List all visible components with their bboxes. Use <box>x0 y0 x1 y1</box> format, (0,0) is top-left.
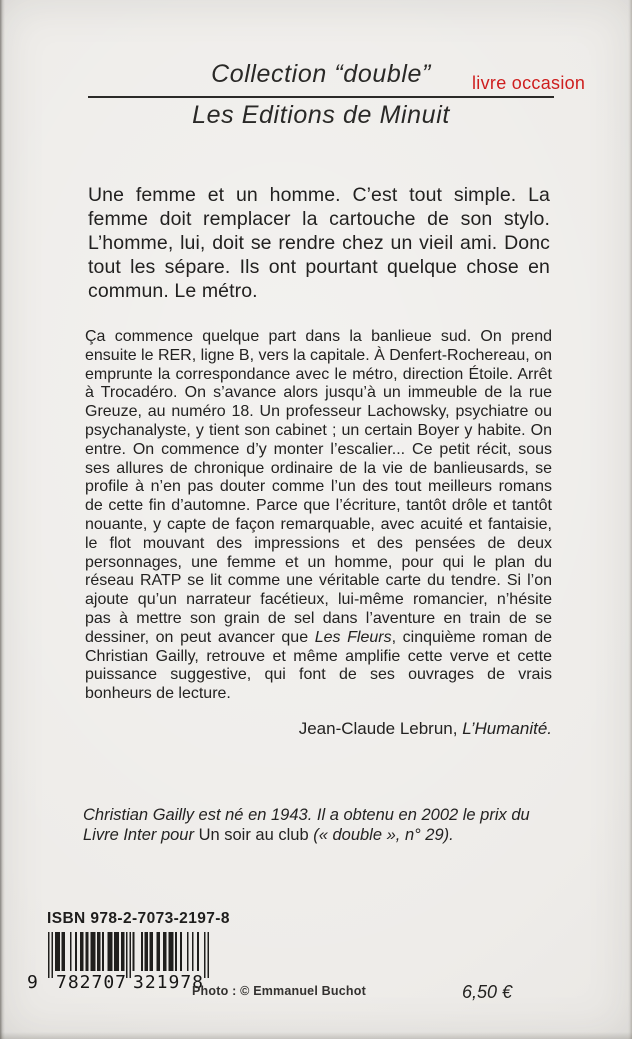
bio-book-title: Un soir au club <box>198 826 309 844</box>
page-edge-shadow-right <box>628 0 632 1039</box>
synopsis-paragraph: Une femme et un homme. C’est tout simple. La femme doit remplacer la cartouche de son stylo. L’homme, lui, doit se rendre chez un vieil ami. Donc tout les sépare. Ils ont pourtant quelque chose en commun. Le métro. <box>88 183 550 302</box>
bio-text-before: Christian Gailly est né en 1943. Il a obtenu en 2002 le prix du Livre Inter pour <box>83 805 530 844</box>
attribution-source: L’Humanité. <box>462 719 552 738</box>
price-tag: 6,50 € <box>462 982 513 1002</box>
author-bio <box>83 805 553 846</box>
photo-credit: Photo : © Emmanuel Buchot <box>192 984 366 998</box>
attribution-name: Jean-Claude Lebrun, <box>298 719 463 738</box>
review-text-before-title: Ça commence quelque part dans la banlieue sud. On prend ensuite le RER, ligne B, vers la capitale. À Denfert-Rochereau, on emprunte la correspondance avec le métro, direction Étoile. Arrêt à Trocadéro. On s’avance alors jusqu’à un immeuble de la rue Greuze, au numéro 18. Un professeur Lachowsky, psychiatre ou psychanalyste, y tient son cabinet ; un certain Boyer y habite. On entre. On commence d’y monter l’escalier... Ce petit récit, sous ses allures de chronique ordinaire de la vie de banlieusards, se profile à n’en pas douter comme l’un des tout meilleurs romans de cette fin d’automne. Parce que l’écriture, tantôt drôle et tantôt nouante, y capte de façon remarquable, avec acuité et fantaisie, le flot mouvant des impressions et des pensées de deux personnages, une femme et un homme, pour qui le plan du réseau RATP se lit comme une véritable carte du tendre. Si l’on ajoute qu’un narrateur facétieux, lui-même romancier, n’hésite pas à mettre son grain de sel dans l’aventure en train de se dessiner, on peut avancer que <box>85 328 552 646</box>
barcode-digit-lead: 9 <box>27 972 39 993</box>
barcode-digits-right: 321978 <box>133 972 205 993</box>
page-edge-shadow-left <box>0 0 5 1039</box>
barcode-digits-left: 782707 <box>56 972 128 993</box>
review-book-title: Les Fleurs <box>314 628 392 646</box>
review-text-after-title: , cinquième roman de Christian Gailly, retrouve et même amplifie cette verve et cette puissance suggestive, qui font de ses ouvrages de vrais bonheurs de lecture. <box>85 628 552 703</box>
collection-title: Collection “double” <box>211 60 431 88</box>
review-paragraph <box>85 328 552 704</box>
used-book-stamp: livre occasion <box>472 73 586 93</box>
header-divider-rule <box>88 96 554 98</box>
page-edge-shadow-bottom <box>0 1032 632 1039</box>
publisher-name: Les Editions de Minuit <box>192 101 450 129</box>
review-attribution <box>85 719 552 739</box>
isbn-number: ISBN 978-2-7073-2197-8 <box>47 910 230 927</box>
bio-text-after: (« double », n° 29). <box>308 826 454 844</box>
